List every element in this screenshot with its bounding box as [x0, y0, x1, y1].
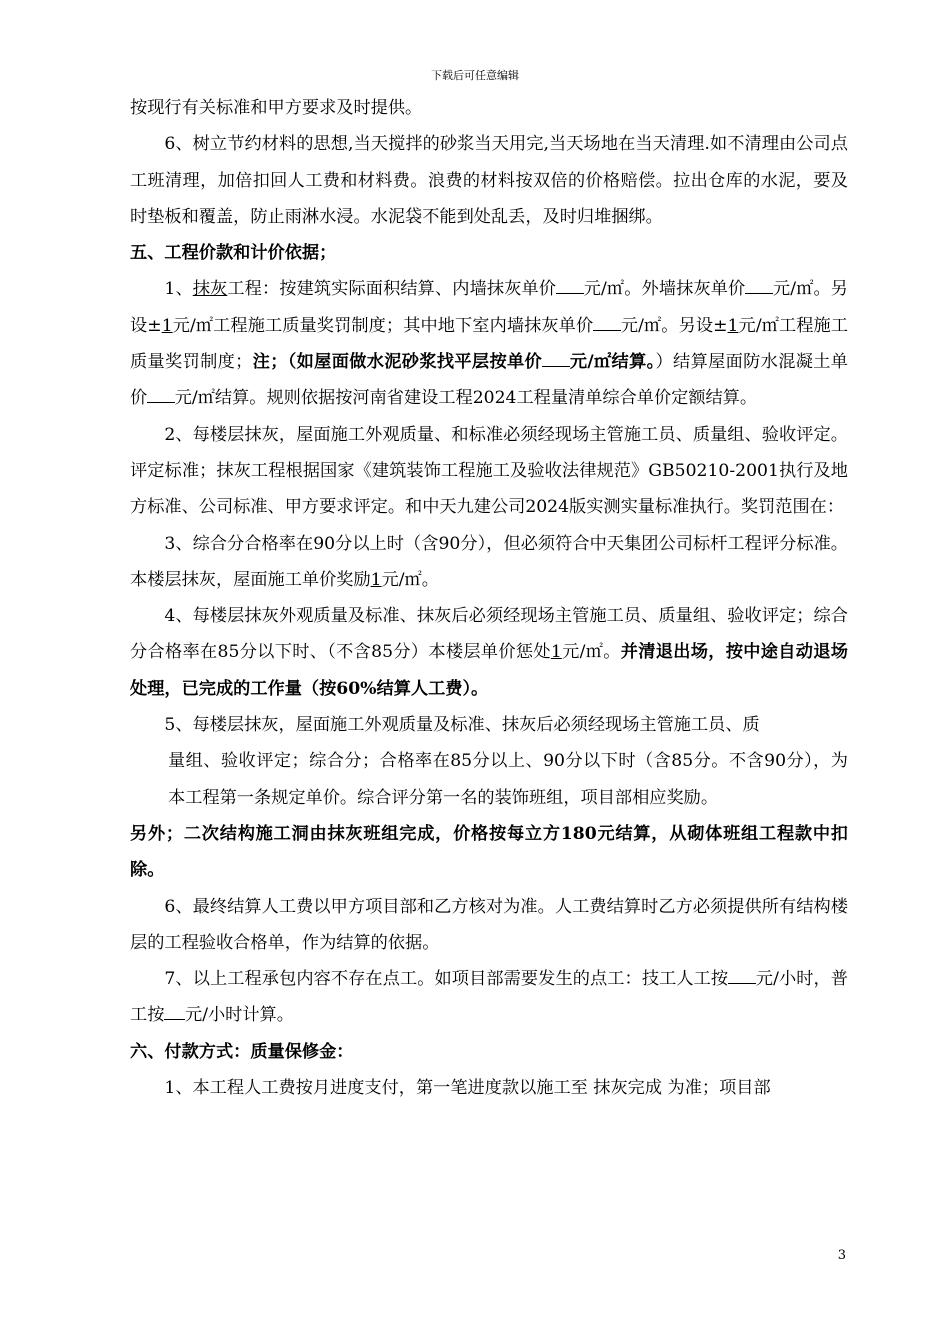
clause-5-4: 4、每楼层抹灰外观质量及标准、抹灰后必须经现场主管施工员、质量组、验收评定；综合分合格率在85分以下时、（不含85分）本楼层单价惩处1元/㎡。并清退出场，按中途自动退场处理，已完成的工作量（按60%结算人工费）。 — [130, 606, 848, 699]
clause-5-3: 3、综合分合格率在90分以上时（含90分），但必须符合中天集团公司标杆工程评分标准。本楼层抹灰，屋面施工单价奖励1元/㎡。 — [130, 533, 848, 590]
clause-5-5-rest: 量组、验收评定；综合分；合格率在85分以上、90分以下时（含85分。不含90分），为本工程第一条规定单价。综合评分第一名的装饰班组，项目部相应奖励。 — [168, 751, 848, 808]
document-body — [130, 90, 848, 1106]
blank-field — [164, 1001, 185, 1020]
clause-5-5-note: 另外；二次结构施工洞由抹灰班组完成，价格按每立方180元结算，从砌体班组工程款中扣除。 — [130, 823, 848, 881]
clause-5-5-first-line: 5、每楼层抹灰，屋面施工外观质量及标准、抹灰后必须经现场主管施工员、质 — [164, 715, 760, 736]
page-number: 3 — [837, 1248, 846, 1263]
blank-field — [556, 275, 584, 294]
blank-field — [593, 312, 621, 331]
section-5-heading: 五、工程价款和计价依据； — [130, 243, 337, 264]
clause-6-1: 1、本工程人工费按月进度支付，第一笔进度款以施工至 抹灰完成 为准；项目部 — [164, 1078, 771, 1099]
clause-5-7: 7、以上工程承包内容不存在点工。如项目部需要发生的点工：技工人工按 元/小时，普工按 元/小时计算。 — [130, 961, 848, 1034]
section-6-heading: 六、付款方式：质量保修金： — [130, 1041, 354, 1062]
blank-field — [147, 384, 175, 403]
paragraph-continued: 按现行有关标准和甲方要求及时提供。 — [130, 98, 423, 118]
clause-5-2: 2、每楼层抹灰，屋面施工外观质量、和标准必须经现场主管施工员、质量组、验收评定。评定标准；抹灰工程根据国家《建筑装饰工程施工及验收法律规范》GB50210-2001执行及地方标准、公司标准、甲方要求评定。和中天九建公司2024版实测实量标准执行。奖罚范围在： — [130, 424, 848, 518]
blank-field — [542, 348, 570, 367]
page-header: 下载后可任意编辑 — [431, 69, 519, 82]
clause-5-6: 6、最终结算人工费以甲方项目部和乙方核对为准。人工费结算时乙方必须提供所有结构楼层的工程验收合格单，作为结算的依据。 — [130, 896, 848, 953]
blank-field — [745, 275, 773, 294]
clause-6-materials: 6、树立节约材料的思想,当天搅拌的砂浆当天用完,当天场地在当天清理.如不清理由公司点工班清理，加倍扣回人工费和材料费。浪费的材料按双倍的价格赔偿。拉出仓库的水泥，要及时垫板和覆盖，防止雨淋水浸。水泥袋不能到处乱丢，及时归堆捆绑。 — [130, 134, 848, 227]
blank-field — [728, 965, 756, 984]
clause-5-1: 1、抹灰工程：按建筑实际面积结算、内墙抹灰单价 元/㎡。外墙抹灰单价 元/㎡。另设±1元/㎡工程施工质量奖罚制度；其中地下室内墙抹灰单价 元/㎡。另设±1元/㎡工程施工质量奖罚制度；注；（如屋面做水泥砂浆找平层按单价 元/㎡结算。）结算屋面防水混凝土单价 元/㎡结算。规则依据按河南省建设工程2024工程量清单综合单价定额结算。 — [130, 271, 848, 416]
